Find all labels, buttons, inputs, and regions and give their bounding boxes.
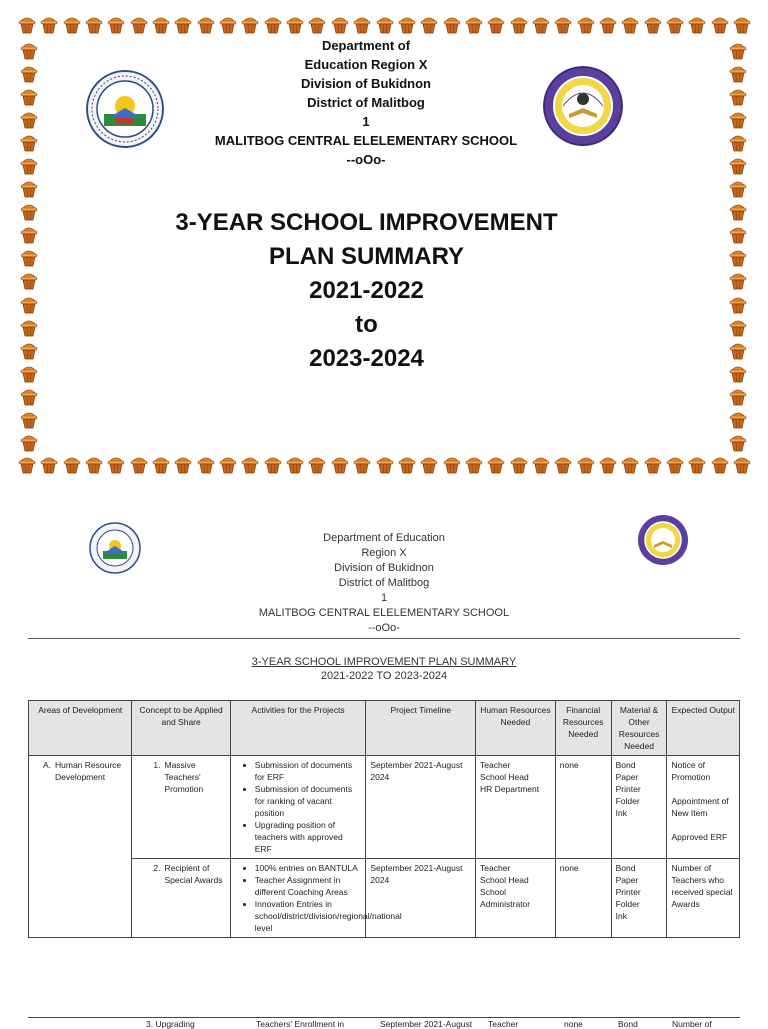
cupcake-border-icon: [554, 454, 572, 474]
material-item: Folder: [615, 899, 640, 909]
material-item: Paper: [615, 772, 639, 782]
activity-item: • Upgrading position of teachers with approved ERF: [255, 819, 362, 855]
concept-text: Recipient of Special Awards: [164, 863, 223, 885]
cupcake-border-icon: [443, 14, 461, 34]
cupcake-border-icon: [729, 224, 747, 244]
header-line: District of Malitbog: [338, 577, 430, 589]
cupcake-border-icon: [487, 454, 505, 474]
column-header: Financial Resources Needed: [555, 701, 611, 756]
peek-activity: Teachers' Enrollment in: [256, 1019, 345, 1029]
cupcake-border-icon: [711, 14, 729, 34]
cupcake-border-icon: [20, 63, 38, 83]
output-cell: Number of Teachers who received special Awards: [667, 859, 740, 938]
material-item: Ink: [615, 911, 627, 921]
cupcake-border-icon: [241, 14, 259, 34]
cupcake-border-icon: [152, 454, 170, 474]
school-seal-logo: [543, 66, 623, 146]
cupcake-border-icon: [40, 454, 58, 474]
cupcake-border-icon: [733, 14, 751, 34]
area-cell: [29, 756, 132, 938]
cupcake-border-icon: [20, 386, 38, 406]
cupcake-border-icon: [729, 340, 747, 360]
material-cell: [611, 756, 667, 859]
material-cell: [611, 859, 667, 938]
concept-number: 1.: [153, 760, 161, 770]
cupcake-border-icon: [729, 317, 747, 337]
cupcake-border-icon: [733, 454, 751, 474]
cover-header-line: District of Malitbog: [307, 95, 425, 110]
cupcake-border-icon: [487, 14, 505, 34]
human-resources-cell: [476, 756, 556, 859]
table-row: [29, 756, 740, 859]
human-resource: School Head: [480, 772, 529, 782]
cupcake-border-icon: [286, 454, 304, 474]
cupcake-border-icon: [621, 454, 639, 474]
cupcake-border-icon: [729, 178, 747, 198]
header-line: --oOo-: [368, 622, 400, 634]
column-header: Concept to be Applied and Share: [132, 701, 230, 756]
cupcake-border-icon: [174, 14, 192, 34]
area-marker: A.: [42, 760, 51, 770]
header-line: Division of Bukidnon: [334, 562, 434, 574]
cupcake-border-icon: [264, 454, 282, 474]
cupcake-border-icon: [729, 63, 747, 83]
bukidnon-seal-logo: [86, 70, 164, 148]
peek-human: Teacher: [488, 1019, 519, 1029]
cupcake-border-icon: [331, 14, 349, 34]
output-cell: [667, 756, 740, 859]
cupcake-border-icon: [85, 454, 103, 474]
cover-title-line: 3-YEAR SCHOOL IMPROVEMENT: [175, 209, 558, 236]
cupcake-border-icon: [20, 132, 38, 152]
cupcake-border-icon: [729, 270, 747, 290]
cupcake-border-icon: [85, 14, 103, 34]
column-header: Expected Output: [667, 701, 740, 756]
cupcake-border-icon: [621, 14, 639, 34]
summary-title-block: [184, 655, 584, 683]
cupcake-border-icon: [729, 294, 747, 314]
concept-text: Massive Teachers' Promotion: [164, 760, 204, 794]
cupcake-border-icon: [398, 454, 416, 474]
activities-cell: [230, 859, 402, 938]
cupcake-border-icon: [353, 454, 371, 474]
financial-cell: none: [555, 756, 611, 859]
concept-cell: [132, 859, 230, 938]
activity-item: • Teacher Assignment in different Coaching Areas: [255, 874, 362, 898]
cupcake-border-icon: [20, 201, 38, 221]
cupcake-border-icon: [420, 454, 438, 474]
area-name: Human Resource Development: [55, 760, 122, 782]
cupcake-border-icon: [729, 409, 747, 429]
cupcake-border-icon: [729, 155, 747, 175]
cupcake-border-icon: [644, 454, 662, 474]
header-line: Department of Education: [323, 532, 445, 544]
material-item: Printer: [615, 887, 641, 897]
cupcake-border-icon: [554, 14, 572, 34]
peek-concept: 3. Upgrading: [146, 1019, 195, 1029]
cupcake-border-icon: [599, 14, 617, 34]
document-header: [234, 531, 534, 636]
peek-output: Number of: [672, 1019, 712, 1029]
cover-header-line: 1: [362, 114, 370, 129]
output-spacer: [671, 819, 735, 831]
cupcake-border-icon: [510, 454, 528, 474]
concept-cell: [132, 756, 230, 859]
cupcake-border-icon: [20, 363, 38, 383]
activity-item: • Innovation Entries in school/district/division/regional/national level: [255, 898, 362, 934]
cupcake-border-icon: [63, 454, 81, 474]
cupcake-border-icon: [376, 14, 394, 34]
cupcake-border-icon: [197, 454, 215, 474]
human-resource: Teacher: [480, 760, 511, 770]
peek-timeline: September 2021-August: [380, 1019, 473, 1029]
column-header: Material & Other Resources Needed: [611, 701, 667, 756]
material-item: Bond: [615, 760, 636, 770]
concept-number: 2.: [153, 863, 161, 873]
column-header: Areas of Development: [29, 701, 132, 756]
cupcake-border-icon: [729, 86, 747, 106]
cupcake-border-icon: [577, 14, 595, 34]
output-item: Appointment of New Item: [671, 796, 729, 818]
cover-to: to: [355, 311, 378, 338]
table-row: [29, 859, 740, 938]
cupcake-border-icon: [40, 14, 58, 34]
cupcake-border-icon: [63, 14, 81, 34]
cupcake-border-icon: [20, 178, 38, 198]
cupcake-border-icon: [18, 454, 36, 474]
cupcake-border-icon: [510, 14, 528, 34]
material-item: Printer: [615, 784, 641, 794]
cover-header-line: Division of Bukidnon: [301, 76, 431, 91]
cupcake-border-icon: [20, 409, 38, 429]
activities-cell: [230, 756, 366, 859]
cupcake-border-icon: [729, 132, 747, 152]
header-line: MALITBOG CENTRAL ELELEMENTARY SCHOOL: [258, 607, 510, 619]
cupcake-border-icon: [20, 340, 38, 360]
cupcake-border-icon: [20, 294, 38, 314]
cupcake-border-icon: [443, 454, 461, 474]
cupcake-border-icon: [107, 14, 125, 34]
decorative-border-left: [20, 40, 42, 452]
cupcake-border-icon: [729, 109, 747, 129]
cupcake-border-icon: [331, 454, 349, 474]
material-item: Bond: [615, 863, 636, 873]
summary-title: 3-YEAR SCHOOL IMPROVEMENT PLAN SUMMARY: [251, 656, 517, 668]
column-header: Activities for the Projects: [230, 701, 366, 756]
timeline-cell: September 2021-August 2024: [366, 859, 476, 938]
material-item: Ink: [615, 808, 627, 818]
cupcake-border-icon: [688, 454, 706, 474]
timeline-cell: September 2021-August 2024: [366, 756, 476, 859]
cupcake-border-icon: [20, 155, 38, 175]
cupcake-border-icon: [20, 270, 38, 290]
cupcake-border-icon: [729, 201, 747, 221]
output-item: Approved ERF: [671, 832, 728, 842]
peek-material: Bond: [618, 1019, 638, 1029]
cover-header: [180, 36, 552, 169]
header-line: Region X: [361, 547, 407, 559]
cupcake-border-icon: [264, 14, 282, 34]
activity-item: • Submission of documents for ranking of vacant position: [255, 783, 362, 819]
cupcake-border-icon: [130, 454, 148, 474]
cover-header-line: MALITBOG CENTRAL ELELEMENTARY SCHOOL: [214, 133, 518, 148]
human-resources-cell: [476, 859, 556, 938]
cupcake-border-icon: [729, 432, 747, 452]
cupcake-border-icon: [644, 14, 662, 34]
material-item: Paper: [615, 875, 639, 885]
cover-title-line: PLAN SUMMARY: [268, 243, 465, 270]
next-page-table-peek: [28, 1017, 740, 1028]
cupcake-border-icon: [729, 40, 747, 60]
improvement-plan-table: [28, 700, 740, 938]
cupcake-border-icon: [241, 454, 259, 474]
peek-financial: none: [564, 1019, 583, 1029]
header-line: 1: [380, 592, 388, 604]
cupcake-border-icon: [20, 40, 38, 60]
output-spacer: [671, 783, 735, 795]
human-resource: HR Department: [480, 784, 540, 794]
deped-seal-logo: [89, 522, 141, 574]
cupcake-border-icon: [532, 14, 550, 34]
cover-header-line: Department of: [321, 38, 411, 53]
cover-year-start: 2021-2022: [309, 277, 424, 304]
decorative-border-top: [18, 14, 751, 36]
cupcake-border-icon: [688, 14, 706, 34]
cupcake-border-icon: [465, 14, 483, 34]
cupcake-border-icon: [20, 432, 38, 452]
cupcake-border-icon: [219, 454, 237, 474]
cupcake-border-icon: [532, 454, 550, 474]
cupcake-border-icon: [711, 454, 729, 474]
column-header: Human Resources Needed: [476, 701, 556, 756]
cupcake-border-icon: [18, 14, 36, 34]
cupcake-border-icon: [174, 454, 192, 474]
cupcake-border-icon: [130, 14, 148, 34]
column-header: Project Timeline: [366, 701, 476, 756]
cupcake-border-icon: [286, 14, 304, 34]
cover-header-line: Education Region X: [304, 57, 428, 72]
human-resource: School Administrator: [480, 887, 531, 909]
school-seal-logo-small: [637, 514, 689, 566]
cupcake-border-icon: [308, 14, 326, 34]
cupcake-border-icon: [107, 454, 125, 474]
cover-header-line: --oOo-: [346, 152, 386, 167]
cupcake-border-icon: [577, 454, 595, 474]
cupcake-border-icon: [197, 14, 215, 34]
activity-item: • Submission of documents for ERF: [255, 759, 362, 783]
cupcake-border-icon: [465, 454, 483, 474]
cupcake-border-icon: [353, 14, 371, 34]
cupcake-border-icon: [666, 14, 684, 34]
cupcake-border-icon: [20, 224, 38, 244]
material-item: Folder: [615, 796, 640, 806]
summary-range: 2021-2022 TO 2023-2024: [320, 670, 448, 682]
cupcake-border-icon: [599, 454, 617, 474]
output-item: Notice of Promotion: [671, 760, 711, 782]
cupcake-border-icon: [152, 14, 170, 34]
cupcake-border-icon: [308, 454, 326, 474]
header-divider: [28, 638, 740, 639]
cover-year-end: 2023-2024: [309, 345, 424, 372]
financial-cell: none: [555, 859, 611, 938]
cover-title: [60, 206, 673, 376]
decorative-border-right: [729, 40, 751, 452]
cupcake-border-icon: [729, 247, 747, 267]
decorative-border-bottom: [18, 454, 751, 476]
cupcake-border-icon: [376, 454, 394, 474]
cupcake-border-icon: [20, 317, 38, 337]
table-header-row: [29, 701, 740, 756]
cupcake-border-icon: [219, 14, 237, 34]
cupcake-border-icon: [20, 109, 38, 129]
human-resource: School Head: [480, 875, 529, 885]
activity-item: • 100% entries on BANTULA: [255, 862, 362, 874]
cupcake-border-icon: [729, 386, 747, 406]
cupcake-border-icon: [20, 247, 38, 267]
cupcake-border-icon: [398, 14, 416, 34]
cupcake-border-icon: [420, 14, 438, 34]
cupcake-border-icon: [666, 454, 684, 474]
human-resource: Teacher: [480, 863, 511, 873]
cupcake-border-icon: [729, 363, 747, 383]
cupcake-border-icon: [20, 86, 38, 106]
